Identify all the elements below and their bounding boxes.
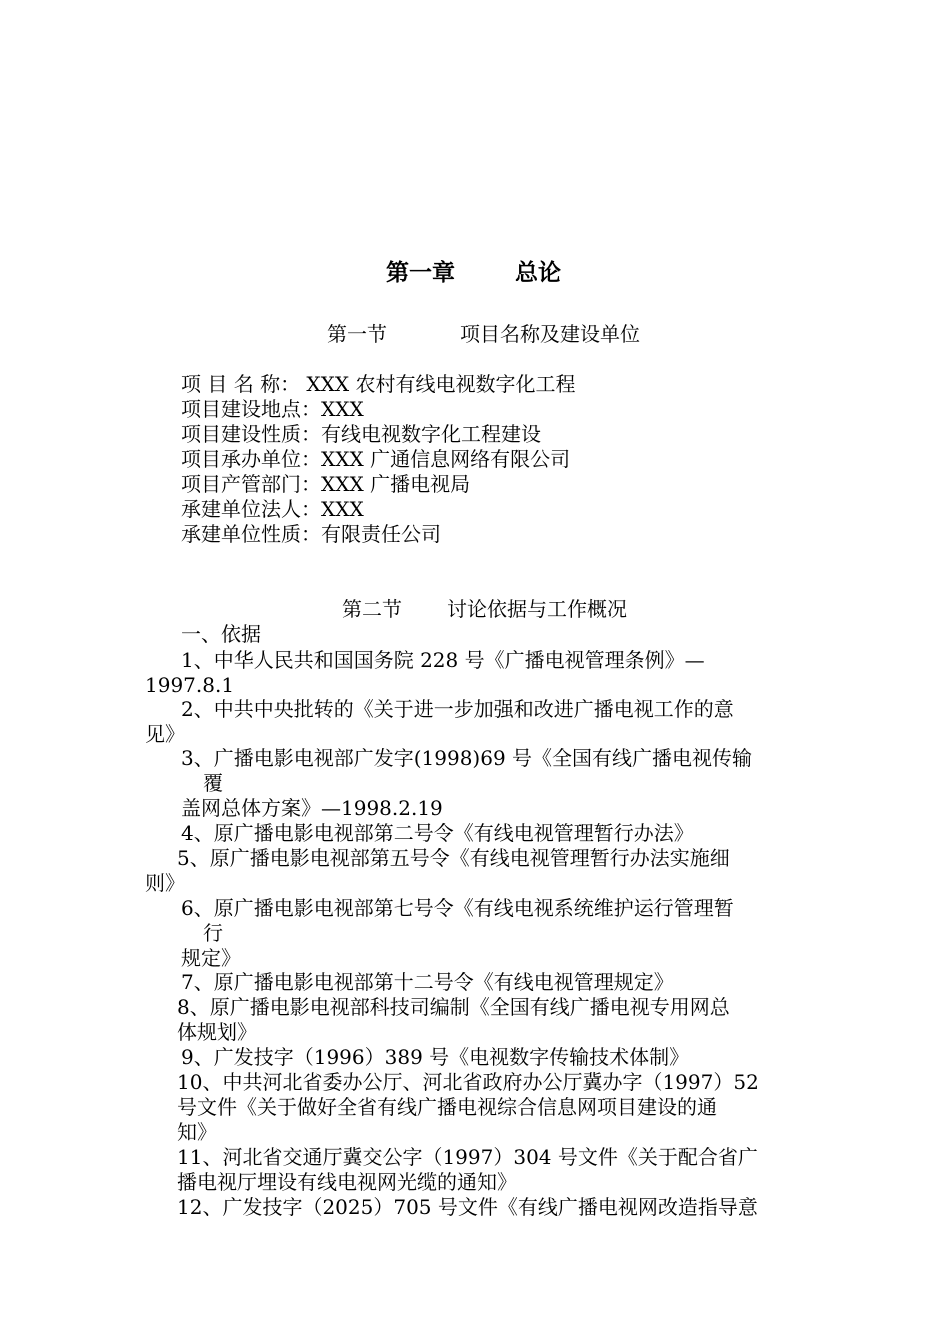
basis-line: 7、原广播电影电视部第十二号令《有线电视管理规定》 [181,970,674,994]
basis-line: 4、原广播电影电视部第二号令《有线电视管理暂行办法》 [181,821,694,845]
basis-line: 覆 [203,771,223,795]
chapter-number: 第一章 [386,259,455,286]
section2-title: 讨论依据与工作概况 [447,597,627,621]
project-dept-line: 项目产管部门：XXX 广播电视局 [181,472,471,496]
basis-line: 11、河北省交通厅冀交公字（1997）304 号文件《关于配合省广 [177,1145,758,1169]
basis-line: 盖网总体方案》—1998.2.19 [181,796,443,820]
basis-line: 5、原广播电影电视部第五号令《有线电视管理暂行办法实施细 [177,846,730,870]
section1-title: 项目名称及建设单位 [460,322,640,346]
unit-nature-line: 承建单位性质：有限责任公司 [181,522,441,546]
basis-line: 号文件《关于做好全省有线广播电视综合信息网项目建设的通 [177,1095,717,1119]
basis-line: 2、中共中央批转的《关于进一步加强和改进广播电视工作的意 [181,697,734,721]
basis-subheading: 一、依据 [181,622,261,646]
legal-person-line: 承建单位法人：XXX [181,497,364,521]
chapter-title: 总论 [515,259,561,286]
project-organizer-line: 项目承办单位：XXX 广通信息网络有限公司 [181,447,571,471]
basis-line: 规定》 [181,946,241,970]
section1-number: 第一节 [327,322,387,346]
basis-line: 体规划》 [177,1020,257,1044]
basis-line: 6、原广播电影电视部第七号令《有线电视系统维护运行管理暂 [181,896,734,920]
basis-line: 9、广发技字（1996）389 号《电视数字传输技术体制》 [181,1045,690,1069]
basis-line: 见》 [145,722,185,746]
basis-line: 12、广发技字（2025）705 号文件《有线广播电视网改造指导意 [177,1195,758,1219]
project-location-line: 项目建设地点：XXX [181,397,364,421]
basis-line: 10、中共河北省委办公厅、河北省政府办公厅冀办字（1997）52 [177,1070,759,1094]
project-nature-line: 项目建设性质：有线电视数字化工程建设 [181,422,541,446]
basis-line: 则》 [145,871,185,895]
basis-line: 8、原广播电影电视部科技司编制《全国有线广播电视专用网总 [177,995,730,1019]
basis-line: 知》 [177,1120,217,1144]
basis-line: 1997.8.1 [145,673,235,697]
basis-line: 播电视厅埋设有线电视网光缆的通知》 [177,1170,517,1194]
section2-number: 第二节 [342,597,402,621]
project-name-line: 项 目 名 称： XXX 农村有线电视数字化工程 [181,372,576,396]
basis-line: 1、中华人民共和国国务院 228 号《广播电视管理条例》— [181,648,705,672]
basis-line: 行 [203,921,223,945]
basis-line: 3、广播电影电视部广发字(1998)69 号《全国有线广播电视传输 [181,746,753,770]
